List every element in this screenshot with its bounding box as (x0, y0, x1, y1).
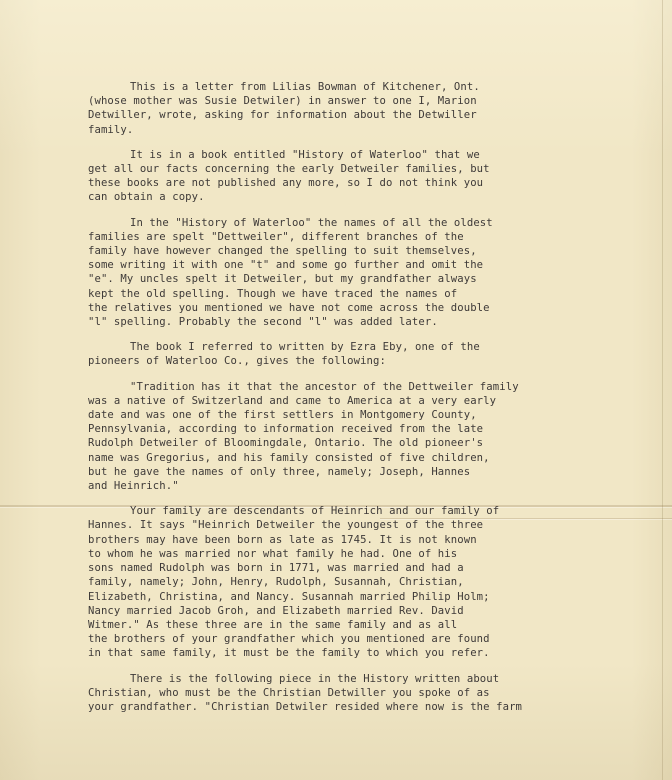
text-line: Elizabeth, Christina, and Nancy. Susannah married Philip Holm; (88, 590, 490, 603)
text-line: Detwiller, wrote, asking for information about the Detwiller (88, 109, 477, 122)
text-line: the relatives you mentioned we have not come across the double (88, 301, 490, 314)
text-line: sons named Rudolph was born in 1771, was married and had a (88, 562, 464, 575)
text-line: Your family are descendants of Heinrich and our family of (130, 505, 500, 518)
text-line: In the "History of Waterloo" the names of all the oldest (130, 216, 493, 229)
text-line: Witmer." As these three are in the same family and as all (88, 618, 458, 631)
text-line: your grandfather. "Christian Detwiler resided where now is the farm (88, 700, 523, 713)
paragraph-christian (88, 672, 613, 715)
text-line: It is in a book entitled "History of Waterloo" that we (130, 148, 480, 161)
text-line: Pennsylvania, according to information received from the late (88, 423, 484, 436)
text-line: kept the old spelling. Though we have traced the names of (88, 287, 458, 300)
text-line: to whom he was married nor what family he had. One of his (88, 547, 458, 560)
paragraph-intro (88, 80, 613, 137)
text-line: This is a letter from Lilias Bowman of Kitchener, Ont. (130, 81, 480, 93)
text-line: family. (88, 123, 134, 136)
text-line: but he gave the names of only three, namely; Joseph, Hannes (88, 465, 471, 478)
text-line: (whose mother was Susie Detwiler) in answer to one I, Marion (88, 95, 477, 108)
paragraph-ezra-eby (88, 340, 613, 368)
text-line: these books are not published any more, so I do not think you (88, 177, 484, 190)
text-line: the brothers of your grandfather which you mentioned are found (88, 633, 490, 646)
text-line: date and was one of the first settlers in Montgomery County, (88, 409, 477, 422)
paragraph-history-book (88, 148, 613, 205)
text-line: The book I referred to written by Ezra Eby, one of the (130, 341, 480, 354)
text-line: was a native of Switzerland and came to America at a very early (88, 394, 497, 407)
paragraph-heinrich (88, 504, 613, 660)
text-line: "Tradition has it that the ancestor of the Dettweiler family (130, 380, 519, 393)
text-line: "e". My uncles spelt it Detweiler, but my grandfather always (88, 273, 477, 286)
text-line: Nancy married Jacob Groh, and Elizabeth married Rev. David (88, 604, 464, 617)
text-line: Hannes. It says "Heinrich Detweiler the youngest of the three (88, 519, 484, 532)
text-line: There is the following piece in the History written about (130, 672, 500, 685)
text-line: family have however changed the spelling to suit themselves, (88, 245, 477, 258)
text-line: and Heinrich." (88, 480, 179, 493)
text-line: families are spelt "Dettweiler", different branches of the (88, 230, 464, 243)
paragraph-spelling (88, 216, 613, 330)
text-line: get all our facts concerning the early Detweiler families, but (88, 163, 490, 176)
text-line: pioneers of Waterloo Co., gives the following: (88, 355, 386, 368)
paragraph-tradition-quote (88, 380, 613, 494)
text-line: some writing it with one "t" and some go further and omit the (88, 259, 484, 272)
text-line: brothers may have been born as late as 1745. It is not known (88, 533, 477, 546)
text-line: family, namely; John, Henry, Rudolph, Susannah, Christian, (88, 576, 464, 589)
text-line: can obtain a copy. (88, 191, 205, 204)
paper-edge-crease (662, 0, 663, 780)
text-line: in that same family, it must be the family to which you refer. (88, 647, 490, 660)
typewritten-letter-body (88, 80, 613, 725)
text-line: Rudolph Detweiler of Bloomingdale, Ontario. The old pioneer's (88, 437, 484, 450)
text-line: name was Gregorius, and his family consisted of five children, (88, 451, 490, 464)
text-line: Christian, who must be the Christian Detwiller you spoke of as (88, 686, 490, 699)
text-line: "l" spelling. Probably the second "l" was added later. (88, 316, 438, 329)
